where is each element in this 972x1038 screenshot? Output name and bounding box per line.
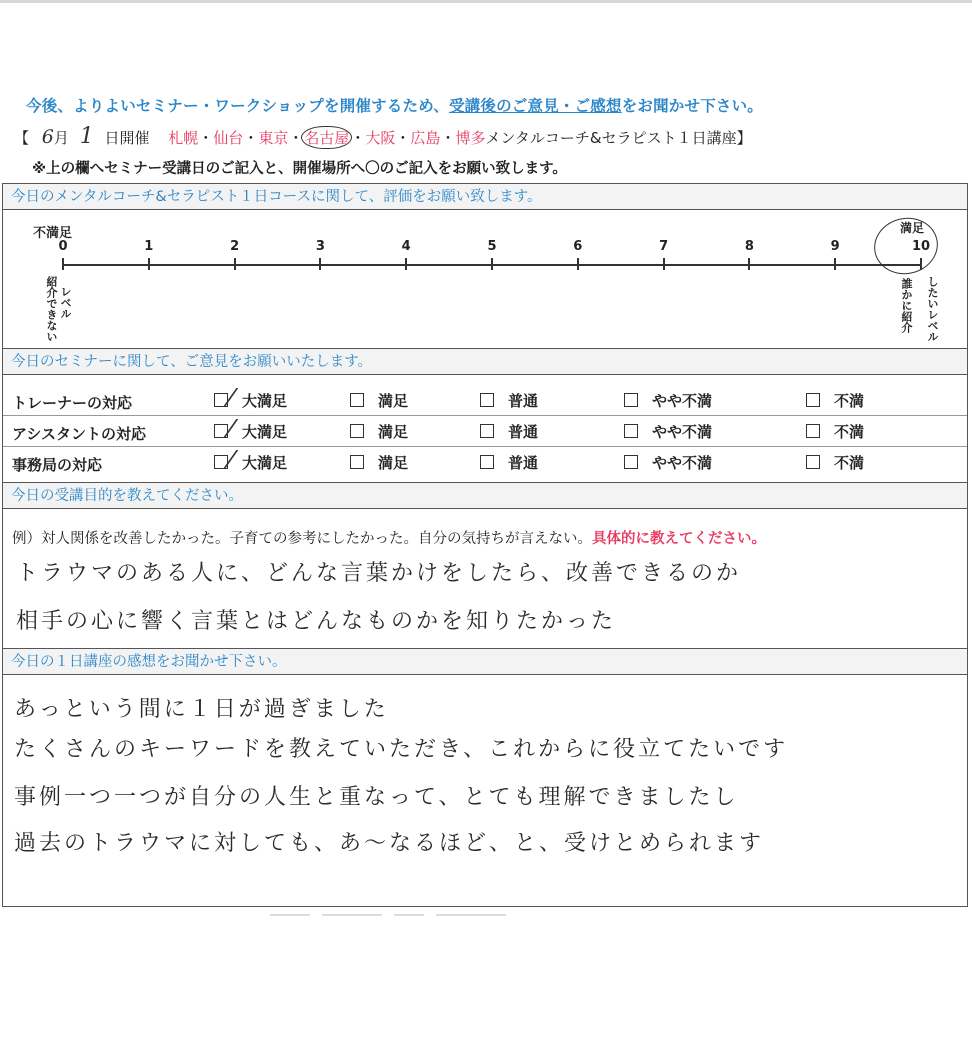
scale-left-desc-a: 紹介できない — [45, 276, 58, 342]
option-label: 大満足 — [242, 454, 288, 472]
checkbox[interactable] — [806, 424, 820, 438]
checkbox[interactable] — [214, 393, 228, 407]
checkbox[interactable] — [350, 455, 364, 469]
checkbox[interactable] — [624, 424, 638, 438]
opinion-option[interactable] — [806, 390, 864, 411]
opinion-option[interactable] — [806, 452, 864, 473]
scale-tick — [834, 258, 836, 270]
form-heading: 今後、よりよいセミナー・ワークショップを開催するため、受講後のご意見・ご感想をお聞かせ下さい。 — [26, 97, 763, 115]
instruction-note: ※上の欄へセミナー受講日のご記入と、開催場所へ〇のご記入をお願い致します。 — [32, 161, 567, 177]
impression-section-header: 今日の１日講座の感想をお聞かせ下さい。 — [3, 649, 967, 675]
scale-tick — [234, 258, 236, 270]
option-label: 満足 — [378, 454, 409, 472]
checkbox[interactable] — [480, 424, 494, 438]
scale-left-desc-b: レベル — [59, 286, 72, 319]
impression-answer-line-4: 過去のトラウマに対しても、あ〜なるほど、と、受けとめられます — [14, 831, 765, 856]
opinion-option[interactable] — [480, 390, 538, 411]
opinion-option[interactable] — [624, 452, 712, 473]
impression-answer-line-2: たくさんのキーワードを教えていただき、これからに役立てたいです — [14, 737, 789, 762]
scale-tick — [577, 258, 579, 270]
checkbox[interactable] — [350, 393, 364, 407]
date-venue-row: 【 6月 1 日開催 札幌・仙台・東京・名古屋・大阪・広島・博多メンタルコーチ&セラピスト１日講座】 — [14, 124, 752, 149]
city-osaka: 大阪 — [365, 129, 396, 147]
checkbox[interactable] — [624, 455, 638, 469]
city-sendai: 仙台 — [213, 129, 244, 147]
city-hakata: 博多 — [455, 129, 486, 147]
option-label: 不満 — [834, 423, 865, 441]
impression-answer-line-1: あっという間に１日が過ぎました — [14, 697, 389, 722]
checkbox[interactable] — [480, 455, 494, 469]
option-label: やや不満 — [652, 423, 713, 441]
day-handwritten: 1 — [79, 124, 94, 149]
option-label: 不満 — [834, 392, 865, 410]
opinion-option[interactable] — [480, 452, 538, 473]
option-label: 普通 — [508, 423, 539, 441]
option-label: 大満足 — [242, 423, 288, 441]
option-label: 普通 — [508, 454, 539, 472]
opinion-row-label: 事務局の対応 — [12, 456, 103, 474]
checkbox[interactable] — [214, 455, 228, 469]
checkbox[interactable] — [214, 424, 228, 438]
scale-tick — [148, 258, 150, 270]
scale-tick-label: 10 — [911, 239, 931, 254]
rating-section-header: 今日のメンタルコーチ&セラピスト１日コースに関して、評価をお願い致します。 — [3, 184, 967, 210]
purpose-section-header: 今日の受講目的を教えてください。 — [3, 483, 967, 509]
city-hiroshima: 広島 — [410, 129, 441, 147]
checkbox[interactable] — [806, 393, 820, 407]
checkbox[interactable] — [624, 393, 638, 407]
scale-tick — [491, 258, 493, 270]
opinion-option[interactable] — [624, 421, 712, 442]
month-handwritten: 6 — [41, 126, 54, 148]
scale-left-label: 不満足 — [33, 226, 73, 241]
scale-tick — [748, 258, 750, 270]
scale-tick-label: 7 — [659, 239, 669, 254]
option-label: 満足 — [378, 392, 409, 410]
opinion-option[interactable] — [350, 390, 408, 411]
scale-tick — [405, 258, 407, 270]
opinion-option[interactable] — [350, 452, 408, 473]
city-tokyo: 東京 — [258, 129, 289, 147]
scale-right-desc-a: 誰かに紹介 — [900, 278, 913, 333]
opinion-option[interactable] — [214, 452, 287, 473]
opinion-section-header: 今日のセミナーに関して、ご意見をお願いいたします。 — [3, 349, 967, 375]
opinion-option[interactable] — [624, 390, 712, 411]
scale-tick-label: 0 — [58, 239, 68, 254]
scale-right-label: 満足 — [900, 221, 925, 235]
scale-tick — [62, 258, 64, 270]
scale-tick — [319, 258, 321, 270]
opinion-option[interactable] — [214, 390, 287, 411]
row-divider — [3, 446, 967, 447]
scale-tick-label: 1 — [144, 239, 154, 254]
checkbox[interactable] — [350, 424, 364, 438]
row-divider — [3, 415, 967, 416]
opinion-row-label: アシスタントの対応 — [12, 425, 146, 443]
checkbox[interactable] — [806, 455, 820, 469]
scan-bleed-through — [270, 904, 570, 910]
scale-tick-label: 6 — [573, 239, 583, 254]
scale-tick-label: 3 — [315, 239, 325, 254]
impression-answer-line-3: 事例一つ一つが自分の人生と重なって、とても理解できましたし — [14, 785, 739, 810]
opinion-option[interactable] — [480, 421, 538, 442]
scale-tick-label: 9 — [830, 239, 840, 254]
option-label: 不満 — [834, 454, 865, 472]
opinion-option[interactable] — [806, 421, 864, 442]
option-label: 満足 — [378, 423, 409, 441]
opinion-row-label: トレーナーの対応 — [12, 394, 133, 412]
option-label: やや不満 — [652, 392, 713, 410]
scale-right-desc-b: したいレベル — [926, 276, 939, 342]
scale-tick-label: 5 — [487, 239, 497, 254]
option-label: 大満足 — [242, 392, 288, 410]
purpose-answer-line-2: 相手の心に響く言葉とはどんなものかを知りたかった — [16, 609, 617, 634]
scale-tick-label: 8 — [744, 239, 754, 254]
city-sapporo: 札幌 — [168, 129, 199, 147]
opinion-option[interactable] — [350, 421, 408, 442]
option-label: 普通 — [508, 392, 539, 410]
opinion-option[interactable] — [214, 421, 287, 442]
scale-tick-label: 4 — [401, 239, 411, 254]
city-nagoya-circled: 名古屋 — [301, 126, 352, 149]
scale-tick-label: 2 — [230, 239, 240, 254]
checkbox[interactable] — [480, 393, 494, 407]
purpose-example: 例）対人関係を改善したかった。子育ての参考にしたかった。自分の気持ちが言えない。具体的に教えてください。 — [12, 531, 766, 547]
scale-tick — [663, 258, 665, 270]
purpose-answer-line-1: トラウマのある人に、どんな言葉かけをしたら、改善できるのか — [16, 561, 742, 586]
option-label: やや不満 — [652, 454, 713, 472]
scan-top-edge — [0, 0, 972, 3]
